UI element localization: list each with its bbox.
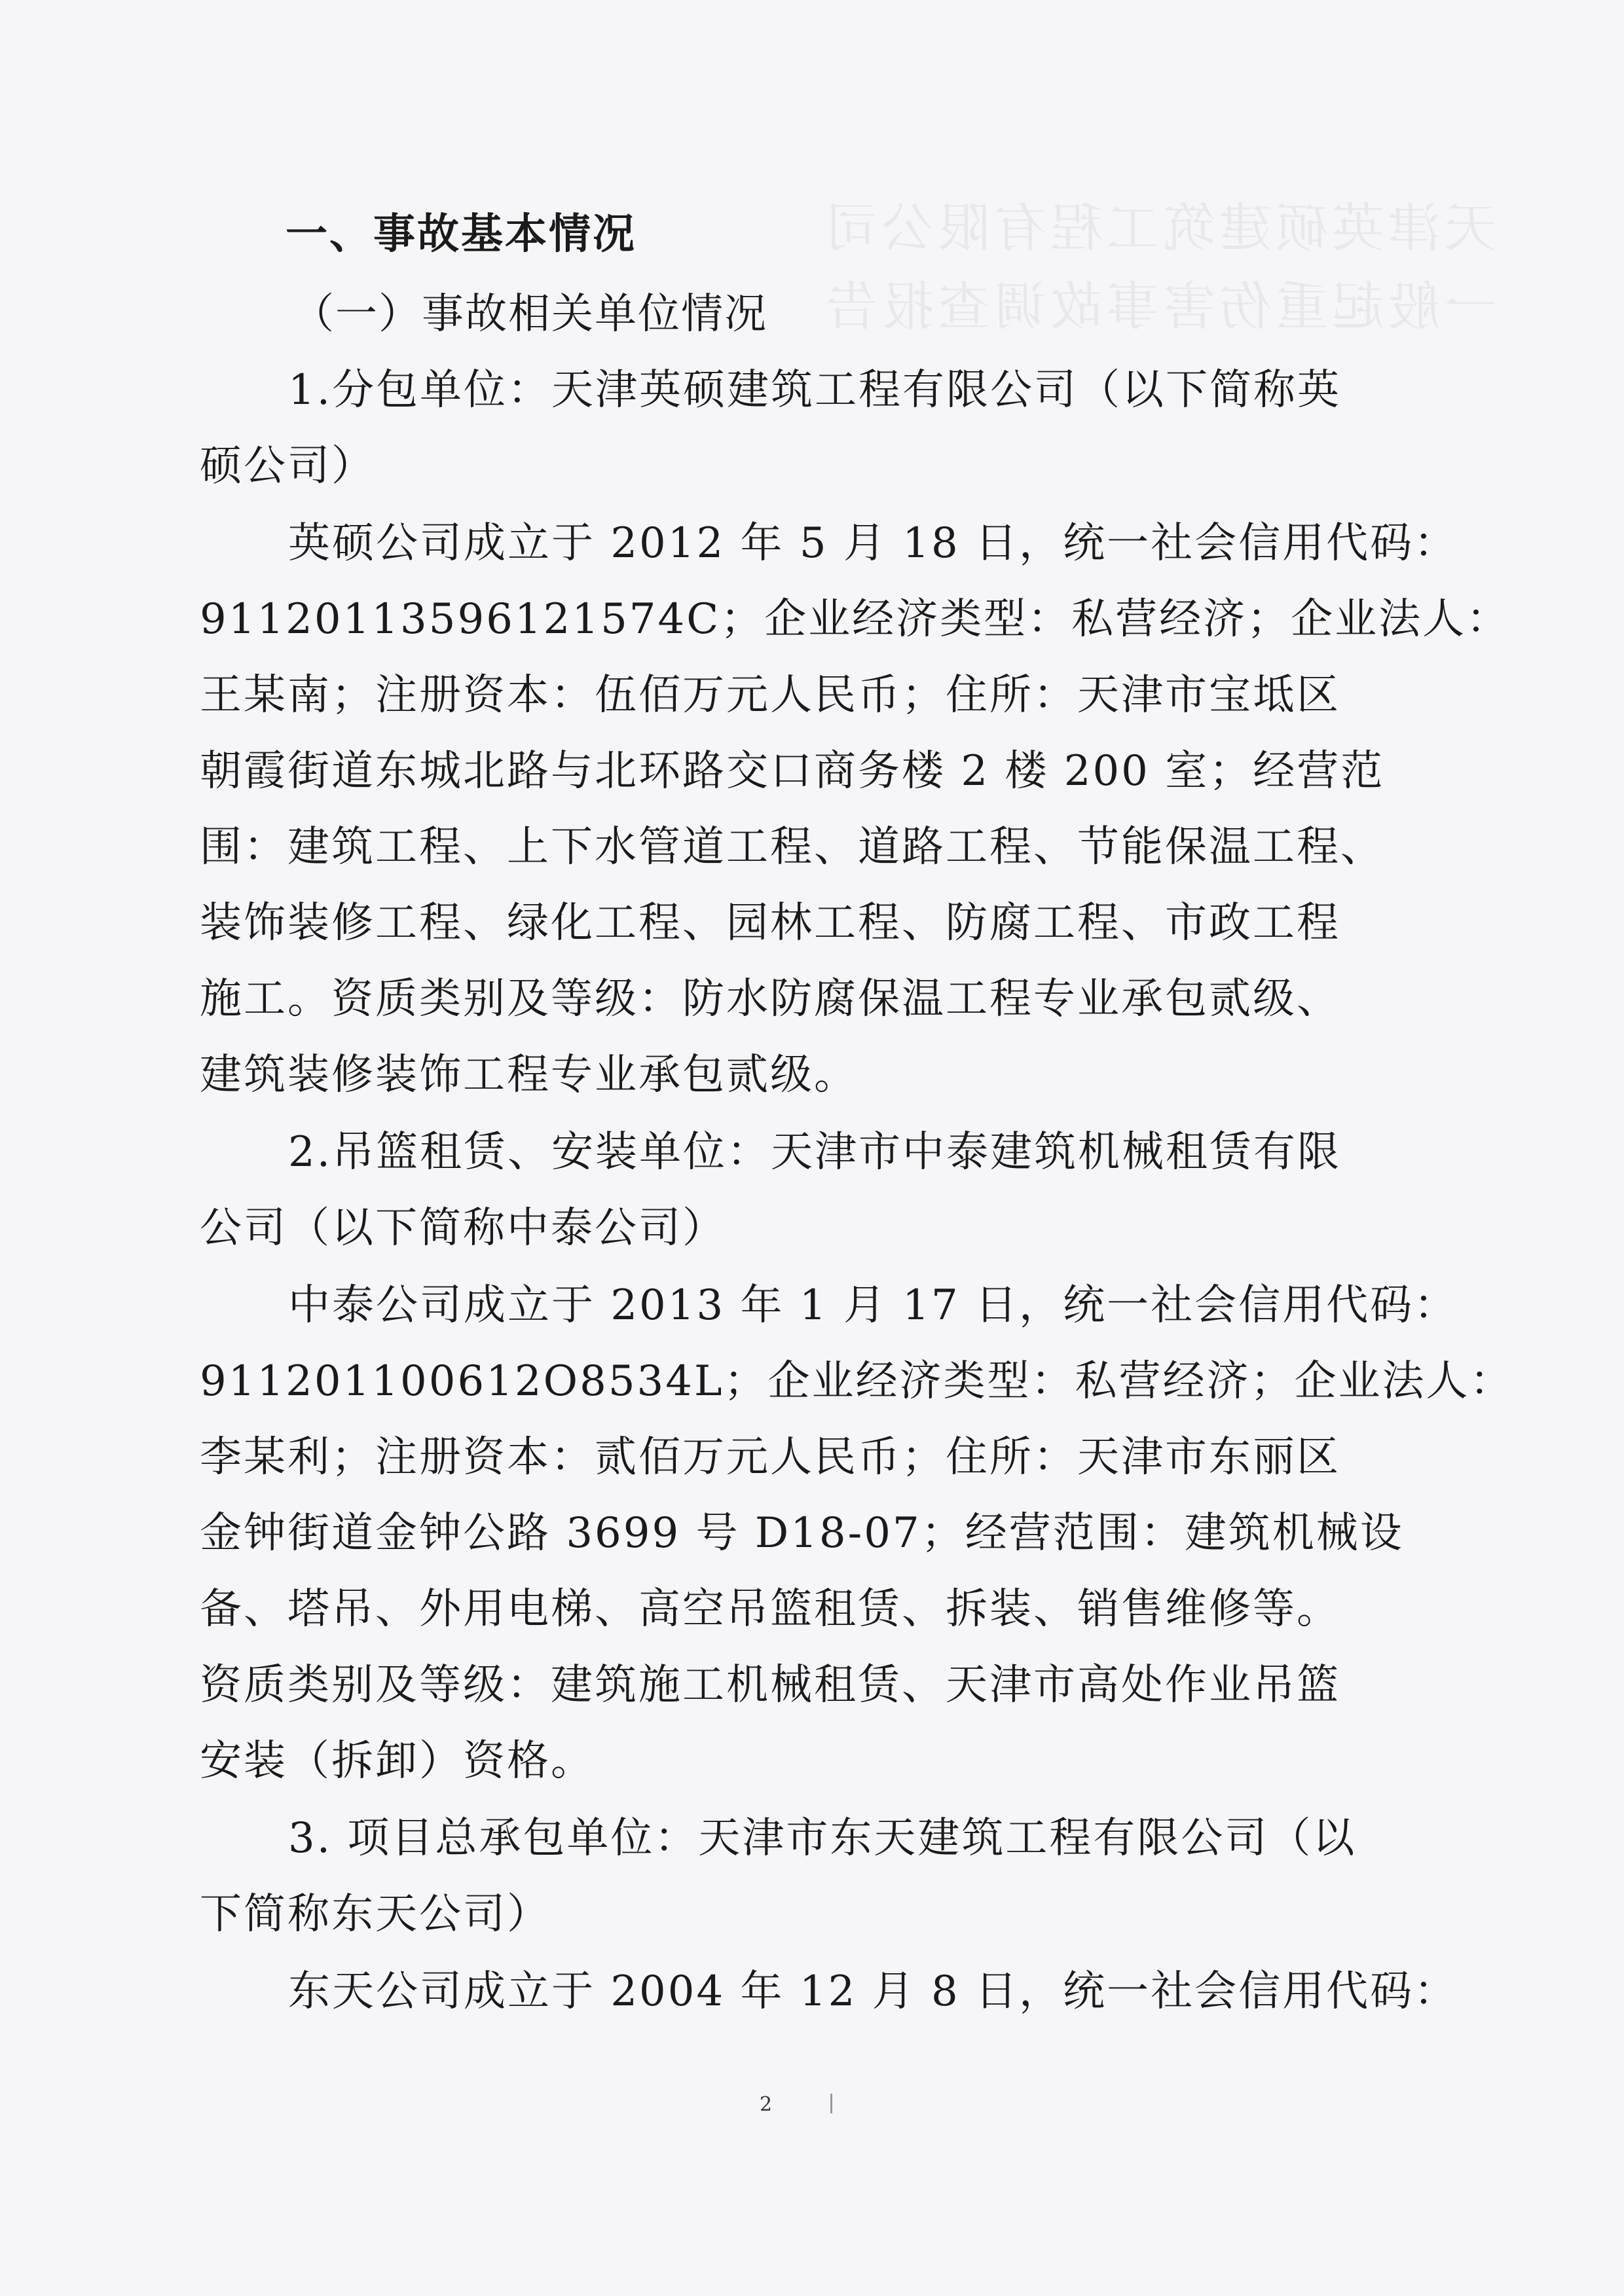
- bleed-through-title-line-2: 一般起重伤害事故调查报告: [821, 276, 1497, 337]
- paragraph-line: 建筑装修装饰工程专业承包贰级。: [200, 1051, 858, 1099]
- paragraph-line: 3. 项目总承包单位：天津市东天建筑工程有限公司（以: [288, 1814, 1357, 1863]
- paragraph-line: 金钟街道金钟公路 3699 号 D18-07；经营范围：建筑机械设: [200, 1509, 1404, 1558]
- paragraph-line: 下简称东天公司）: [200, 1890, 551, 1939]
- paragraph-line: 王某南；注册资本：伍佰万元人民币；住所：天津市宝坻区: [200, 671, 1340, 720]
- subsection-heading: （一）事故相关单位情况: [292, 290, 767, 338]
- page-number: 2: [760, 2093, 773, 2116]
- paragraph-line: 2.吊篮租赁、安装单位：天津市中泰建筑机械租赁有限: [288, 1128, 1342, 1176]
- paragraph-line: 资质类别及等级：建筑施工机械租赁、天津市高处作业吊篮: [200, 1661, 1340, 1709]
- paragraph-line: 英硕公司成立于 2012 年 5 月 18 日，统一社会信用代码：: [288, 519, 1458, 568]
- paragraph-line: 硕公司）: [200, 442, 375, 490]
- paragraph-line: 李某利；注册资本：贰佰万元人民币；住所：天津市东丽区: [200, 1433, 1340, 1482]
- paragraph-line: 安装（拆卸）资格。: [200, 1737, 595, 1785]
- bleed-through-title-line-1: 天津英硕建筑工程有限公司: [821, 198, 1497, 259]
- paragraph-line: 备、塔吊、外用电梯、高空吊篮租赁、拆装、销售维修等。: [200, 1585, 1340, 1633]
- paragraph-line: 91120113596121574C；企业经济类型：私营经济；企业法人：: [200, 595, 1511, 644]
- paragraph-line: 施工。资质类别及等级：防水防腐保温工程专业承包贰级、: [200, 975, 1340, 1023]
- paragraph-line: 911201100612O8534L；企业经济类型：私营经济；企业法人：: [200, 1357, 1514, 1406]
- paragraph-line: 中泰公司成立于 2013 年 1 月 17 日，统一社会信用代码：: [288, 1281, 1458, 1330]
- paragraph-line: 朝霞街道东城北路与北环路交口商务楼 2 楼 200 室；经营范: [200, 747, 1385, 795]
- page-margin-mark: [830, 2094, 832, 2113]
- paragraph-line: 公司（以下简称中泰公司）: [200, 1204, 726, 1252]
- paragraph-line: 围：建筑工程、上下水管道工程、道路工程、节能保温工程、: [200, 823, 1384, 871]
- paragraph-line: 1.分包单位：天津英硕建筑工程有限公司（以下简称英: [288, 366, 1342, 414]
- paragraph-line: 装饰装修工程、绿化工程、园林工程、防腐工程、市政工程: [200, 899, 1340, 947]
- section-heading: 一、事故基本情况: [286, 210, 637, 259]
- paragraph-line: 东天公司成立于 2004 年 12 月 8 日，统一社会信用代码：: [288, 1967, 1458, 2016]
